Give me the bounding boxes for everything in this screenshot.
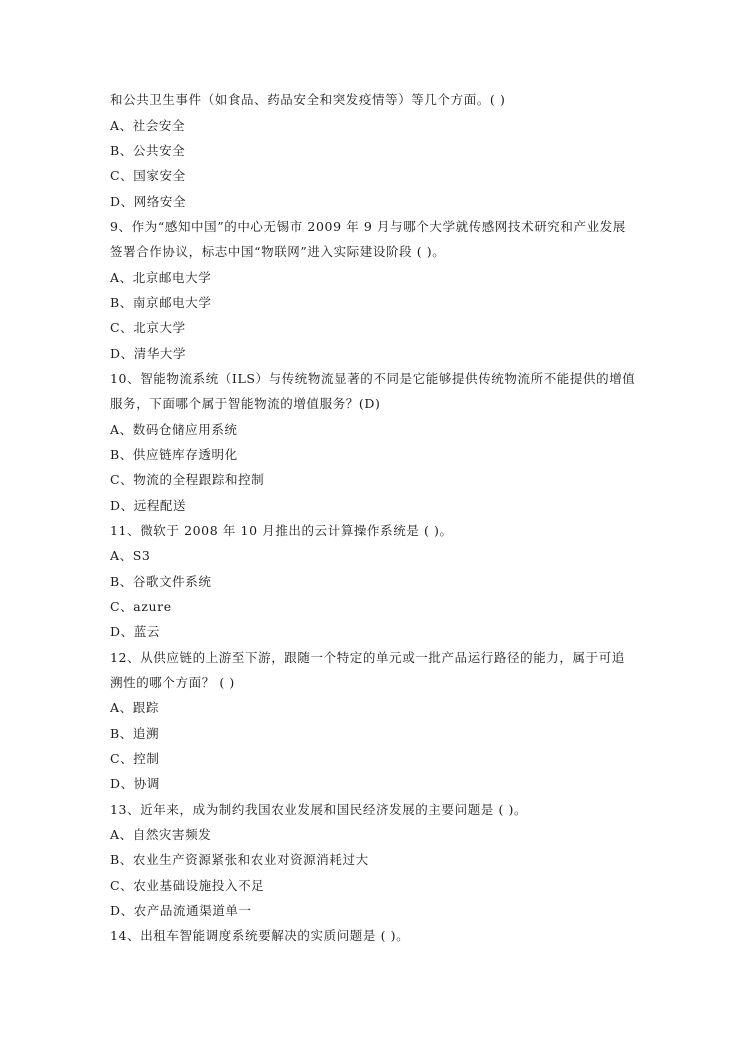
option-line: C、国家安全 [110,168,186,183]
question-line: 9、作为“感知中国”的中心无锡市 2009 年 9 月与哪个大学就传感网技术研究和产业发展 [110,219,626,234]
option-line: C、azure [110,599,172,614]
text-line: 和公共卫生事件（如食品、药品安全和突发疫情等）等几个方面。( ) [110,92,506,107]
option-line: C、物流的全程跟踪和控制 [110,472,265,487]
option-line: A、跟踪 [110,700,159,715]
question-line: 14、出租车智能调度系统要解决的实质问题是 ( )。 [110,928,410,943]
option-line: D、协调 [110,776,160,791]
option-line: B、公共安全 [110,143,186,158]
option-line: D、远程配送 [110,498,187,513]
option-line: A、自然灾害频发 [110,827,212,842]
option-line: B、农业生产资源紧张和农业对资源消耗过大 [110,852,369,867]
question-line: 13、近年来，成为制约我国农业发展和国民经济发展的主要问题是 ( )。 [110,802,528,817]
option-line: B、供应链库存透明化 [110,447,238,462]
option-line: D、蓝云 [110,624,160,639]
option-line: D、网络安全 [110,194,187,209]
question-line: 10、智能物流系统（ILS）与传统物流显著的不同是它能够提供传统物流所不能提供的增值 [110,371,636,386]
question-line: 溯性的哪个方面？ ( ) [110,675,235,690]
option-line: D、清华大学 [110,346,187,361]
option-line: C、农业基础设施投入不足 [110,878,265,893]
option-line: A、数码仓储应用系统 [110,422,238,437]
option-line: D、农产品流通渠道单一 [110,903,252,918]
option-line: A、社会安全 [110,118,186,133]
question-line: 12、从供应链的上游至下游，跟随一个特定的单元或一批产品运行路径的能力，属于可追 [110,650,625,665]
question-line: 服务，下面哪个属于智能物流的增值服务？(D) [110,396,381,411]
option-line: B、追溯 [110,726,160,741]
option-line: C、控制 [110,751,160,766]
option-line: B、南京邮电大学 [110,295,212,310]
question-line: 签署合作协议，标志中国“物联网”进入实际建设阶段 ( )。 [110,244,446,259]
option-line: B、谷歌文件系统 [110,574,212,589]
option-line: C、北京大学 [110,320,186,335]
question-line: 11、微软于 2008 年 10 月推出的云计算操作系统是 ( )。 [110,523,453,538]
option-line: A、北京邮电大学 [110,270,212,285]
option-line: A、S3 [110,548,151,563]
